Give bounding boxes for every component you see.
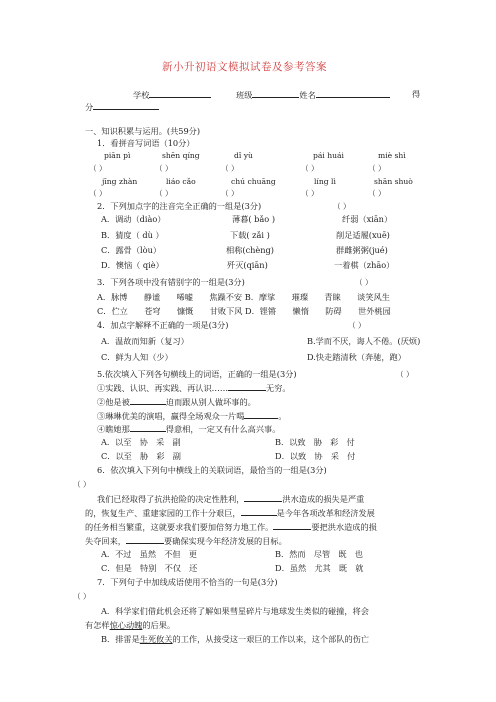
score-field [85, 101, 159, 113]
q3-options-cd: C．伫立 苍穹 慷慨 甘败下风 D．铿锵 懒惰 防碍 世外桃园 [97, 306, 391, 316]
pinyin-1: piān pì [104, 151, 131, 160]
q2-option-b2: 下载( zǎi ) [230, 230, 270, 240]
pinyin-10: shān shuò [374, 177, 413, 186]
q5-answer[interactable]: （ ） [396, 370, 414, 379]
q4-answer[interactable]: （ ） [348, 321, 366, 330]
fill-blank[interactable] [244, 493, 282, 502]
answer-box[interactable]: （ ） [221, 164, 239, 173]
score-blank[interactable] [93, 101, 159, 110]
answer-box[interactable]: （ ） [301, 164, 319, 173]
q4-option-b: B.学而不厌，诲人不倦。(厌烦) [307, 336, 421, 346]
answer-box[interactable]: （ ） [368, 164, 386, 173]
q3-stem: 3．下列各项中没有错别字的一组是(3分) [97, 277, 245, 287]
fill-blank[interactable] [126, 535, 164, 544]
answer-box[interactable]: （ ） [155, 164, 173, 173]
q7-stem: 7．下列句子中加线成语使用不恰当的一句是(3分) [97, 577, 278, 587]
score-label: 得 [412, 89, 421, 99]
q2-option-c3: 群雌粥粥(jué) [336, 245, 388, 255]
pinyin-6: jīng zhàn [102, 177, 138, 186]
name-label: 姓名 [299, 90, 316, 100]
q2-option-b3: 削足适履(xuē) [336, 230, 390, 240]
fill-blank[interactable] [244, 410, 278, 419]
answer-box[interactable]: （ ） [221, 189, 239, 198]
q5-sentence-3: ③琳琳优美的演唱，赢得全场观众一片喝 。 [97, 411, 287, 421]
fill-blank[interactable] [130, 423, 166, 432]
q6-option-c: C．但是 特别 不仅 还 [101, 563, 198, 573]
q2-stem: 2．下列加点字的注音完全正确的一组是(3分) [97, 201, 262, 211]
fill-blank[interactable] [273, 521, 311, 530]
q1-stem: 1．看拼音写词语（10分） [97, 138, 195, 148]
q5-stem: 5.依次填入下列各句横线上的词语，正确的一组是(3分) [97, 369, 297, 379]
answer-box[interactable]: （ ） [89, 189, 107, 198]
answer-box[interactable]: （ ） [89, 164, 107, 173]
class-field [236, 89, 390, 101]
q7-option-a-line2: 有怎样惊心动魄的后果。 [85, 620, 176, 630]
q4-option-c: C．鲜为人知（少） [101, 352, 173, 362]
answer-box[interactable]: （ ） [301, 189, 319, 198]
name-blank[interactable] [316, 89, 390, 98]
q6-passage-1: 我们已经取得了抗洪抢险的决定性胜利， 洪水造成的损失是严重 [97, 494, 365, 504]
q6-passage-3: 的任务相当繁重，这就要求我们要加倍努力地工作。 要把洪水造成的损 [85, 522, 377, 532]
pinyin-7: liáo cǎo [166, 177, 196, 186]
q2-option-d1: D．懊恼（ qiè） [101, 260, 164, 270]
section-heading: 一、知识积累与运用。(共59分) [85, 126, 201, 136]
q6-option-b: B．然而 尽管 既 也 [275, 549, 363, 559]
answer-box[interactable]: （ ） [368, 189, 386, 198]
q2-answer[interactable]: （ ） [333, 202, 351, 211]
q5-option-a: A．以至 协 采 副 [101, 437, 181, 447]
school-label: 学校 [133, 90, 150, 100]
q6-passage-2: 的，恢复生产、重建家园的工作十分艰巨， 是今年各项改革和经济发展 [85, 508, 375, 518]
q2-option-d3: 一着棋（zhāo） [334, 260, 395, 270]
q5-sentence-2: ②他是被 迫而跟从别人做坏事的。 [97, 397, 256, 407]
pinyin-4: pái huái [313, 151, 344, 160]
q5-option-c: C．以至 胁 彩 副 [101, 451, 181, 461]
score-label-2: 分 [85, 102, 94, 112]
q2-option-b1: B．猜度（ dù ） [101, 230, 164, 240]
q2-option-c2: 相称(chèng) [226, 245, 274, 255]
q2-option-d2: 歼灭(qiān) [227, 260, 268, 270]
q6-stem: 6．依次填入下列句中横线上的关联词语，最恰当的一组是(3分) [97, 465, 327, 475]
q4-option-d: D.快走踏清秋（奔驰，跑） [307, 352, 406, 362]
pinyin-8: chú chuāng [231, 177, 276, 186]
q4-option-a: A．温故而知新（复习） [101, 336, 189, 346]
q7-option-b-line1: B．排雷是生死攸关的工作，从接受这一艰巨的工作以来，这个部队的伤亡 [101, 634, 370, 644]
underlined-idiom: 惊心动魄 [109, 620, 143, 630]
school-field [133, 89, 211, 101]
q5-sentence-4: ④瞧她那 得意相，一定又有什么高兴事。 [97, 424, 281, 434]
school-blank[interactable] [149, 89, 211, 98]
q2-option-a3: 纤弱（xiān） [342, 214, 393, 224]
q5-sentence-1: ①实践、认识、再实践、再认识…… 无穷。 [97, 383, 291, 393]
q2-option-a1: A．调动（diào） [101, 214, 166, 224]
q4-stem: 4．加点字解释不正确的一项是(3分) [97, 320, 229, 330]
q7-option-a-line1: A．科学家们借此机会还将了解如果彗星碎片与地球发生类似的碰撞，将会 [101, 606, 369, 616]
q3-answer[interactable]: （ ） [355, 278, 373, 287]
q7-answer[interactable]: （ ） [73, 592, 91, 601]
page-title: 新小升初语文模拟试卷及参考答案 [162, 61, 327, 73]
underlined-idiom: 生死攸关 [139, 634, 173, 644]
pinyin-9: líng lì [314, 177, 336, 186]
q3-options-ab: A．脉博 静谧 唏嘘 焦躁不安 B．摩挲 璀璨 青睐 谈笑风生 [97, 292, 390, 302]
q6-passage-4: 失夺回来， 要确保实现今年经济发展的目标。 [85, 536, 287, 546]
q2-option-c1: C．露骨（lòu） [101, 245, 162, 255]
pinyin-3: dǐ yù [234, 151, 253, 160]
pinyin-5: miè shì [378, 151, 406, 160]
answer-box[interactable]: （ ） [155, 189, 173, 198]
fill-blank[interactable] [228, 382, 266, 391]
q2-option-a2: 薄暮( bǎo ) [232, 214, 276, 224]
q5-option-b: B．以致 胁 彩 付 [275, 437, 355, 447]
q6-option-a: A．不过 虽然 不但 更 [101, 549, 197, 559]
q5-option-d: D．以致 协 采 付 [275, 451, 356, 461]
class-blank[interactable] [252, 89, 299, 98]
q6-option-d: D．虽然 尤其 既 就 [275, 563, 364, 573]
q6-answer[interactable]: （ ） [73, 480, 91, 489]
fill-blank[interactable] [241, 507, 277, 516]
fill-blank[interactable] [130, 396, 166, 405]
pinyin-2: shēn qíng [162, 151, 200, 160]
class-label: 班级 [236, 90, 253, 100]
